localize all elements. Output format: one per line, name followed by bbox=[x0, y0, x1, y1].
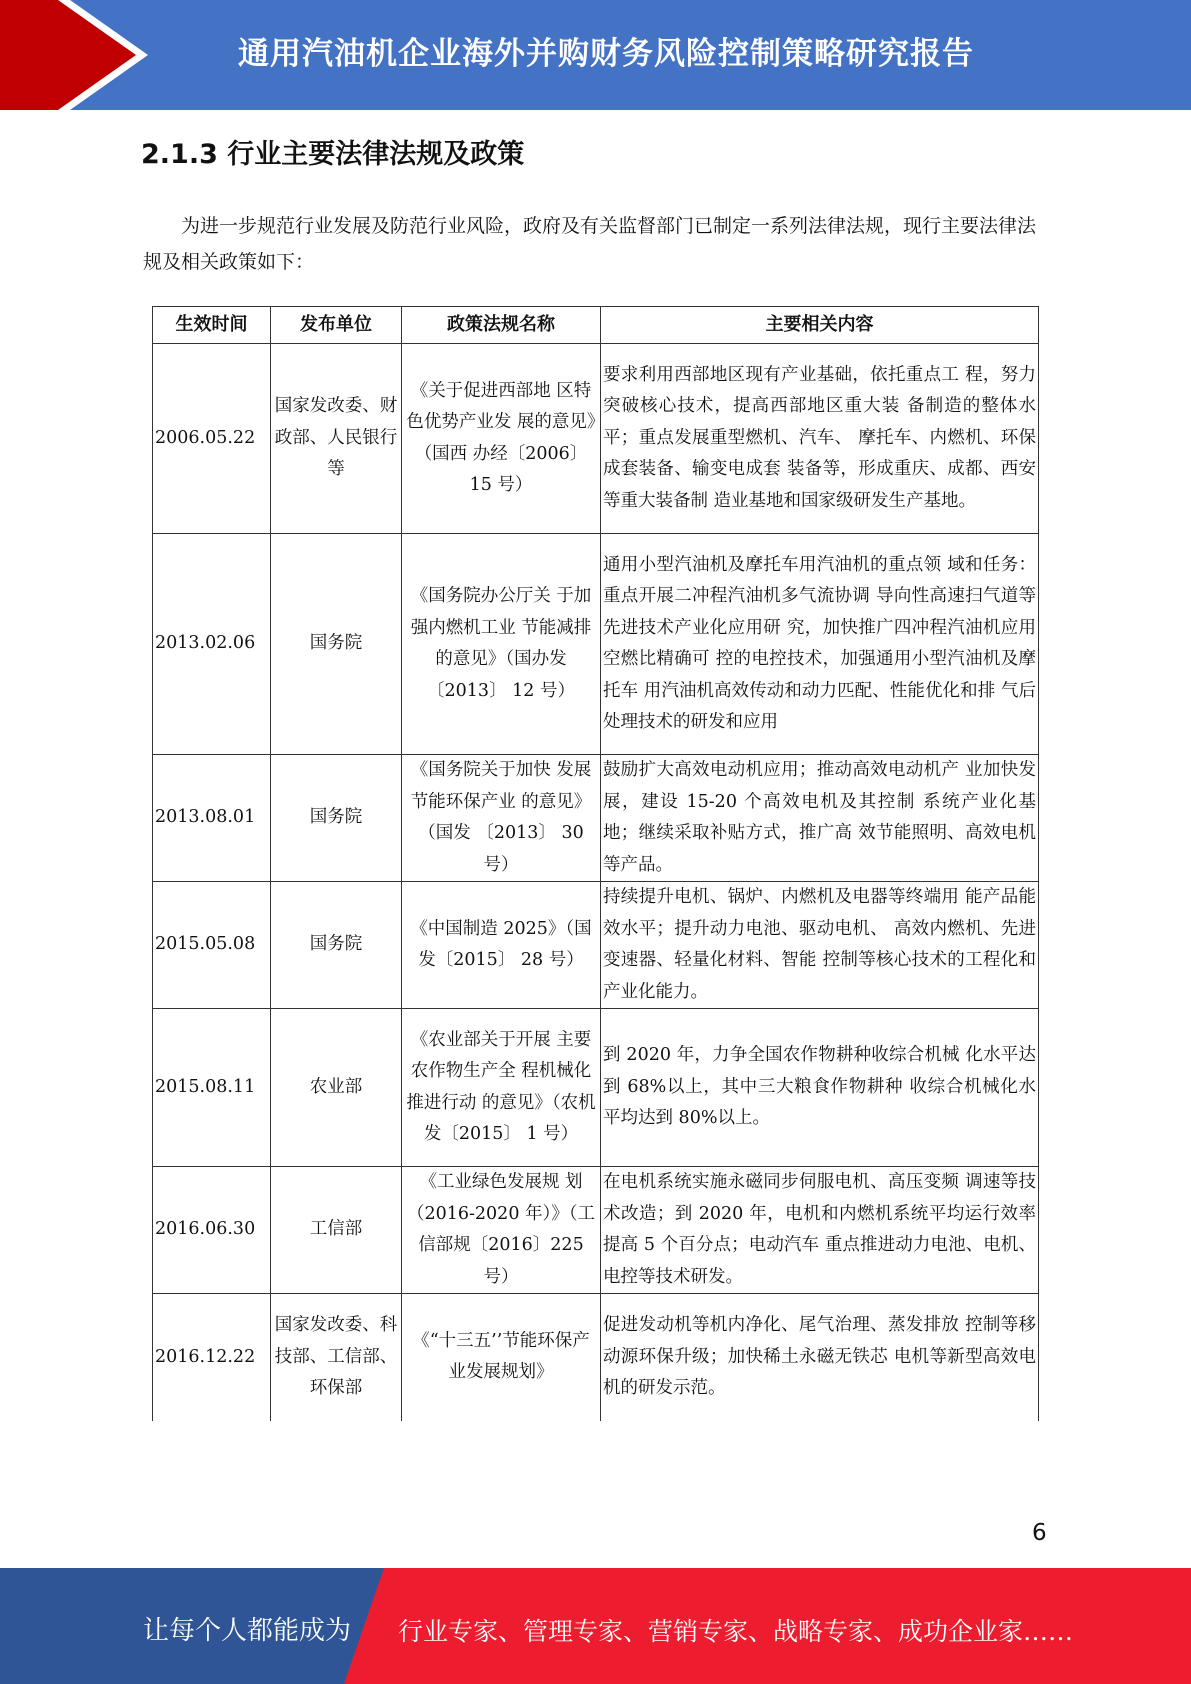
cell-policy-name: 《“十三五’’节能环保产业发展规划》 bbox=[402, 1294, 601, 1421]
cell-policy-name: 《农业部关于开展 主要农作物生产全 程机械化推进行动 的意见》（农机发〔2015〕 1 号） bbox=[402, 1009, 601, 1167]
cell-policy-name: 《国务院办公厅关 于加强内燃机工业 节能减排的意见》（国办发〔2013〕 12 号） bbox=[402, 534, 601, 755]
cell-policy-name: 《中国制造 2025》（国发〔2015〕 28 号） bbox=[402, 882, 601, 1009]
cell-content: 到 2020 年，力争全国农作物耕种收综合机械 化水平达到 68%以上，其中三大粮食作物耕种 收综合机械化水平均达到 80%以上。 bbox=[601, 1009, 1039, 1167]
section-heading: 2.1.3 行业主要法律法规及政策 bbox=[141, 139, 525, 170]
page-footer bbox=[0, 1568, 1191, 1684]
cell-date: 2016.06.30 bbox=[153, 1167, 271, 1294]
header-policy-name: 政策法规名称 bbox=[402, 307, 601, 344]
cell-date: 2013.02.06 bbox=[153, 534, 271, 755]
report-title: 通用汽油机企业海外并购财务风险控制策略研究报告 bbox=[238, 36, 974, 72]
footer-slogan-left: 让每个人都能成为 bbox=[143, 1616, 352, 1646]
cell-issuer: 国家发改委、科技部、工信部、环保部 bbox=[271, 1294, 402, 1421]
cell-issuer: 工信部 bbox=[271, 1167, 402, 1294]
cell-policy-name: 《工业绿色发展规 划（2016-2020 年）》（工信部规〔2016〕225 号） bbox=[402, 1167, 601, 1294]
cell-content: 通用小型汽油机及摩托车用汽油机的重点领 域和任务：重点开展二冲程汽油机多气流协调 导向性高速扫气道等先进技术产业化应用研 究，加快推广四冲程汽油机应用空燃比精确可 控的电控技术，加强通用小型汽油机及摩托车 用汽油机高效传动和动力匹配、性能优化和排 气后处理技术的研发和应用 bbox=[601, 534, 1039, 755]
cell-date: 2015.08.11 bbox=[153, 1009, 271, 1167]
cell-content: 持续提升电机、锅炉、内燃机及电器等终端用 能产品能效水平；提升动力电池、驱动电机、 高效内燃机、先进变速器、轻量化材料、智能 控制等核心技术的工程化和产业化能力。 bbox=[601, 882, 1039, 1009]
cell-policy-name: 《国务院关于加快 发展节能环保产业 的意见》（国发 〔2013〕 30 号） bbox=[402, 755, 601, 882]
table-header-row bbox=[153, 307, 1039, 344]
header-date: 生效时间 bbox=[153, 307, 271, 344]
cell-date: 2016.12.22 bbox=[153, 1294, 271, 1421]
cell-date: 2006.05.22 bbox=[153, 344, 271, 534]
footer-slogan-right: 行业专家、管理专家、营销专家、战略专家、成功企业家…… bbox=[398, 1617, 1074, 1646]
cell-date: 2013.08.01 bbox=[153, 755, 271, 882]
policy-table bbox=[152, 306, 1039, 1421]
cell-issuer: 国家发改委、财政部、人民银行等 bbox=[271, 344, 402, 534]
cell-issuer: 国务院 bbox=[271, 755, 402, 882]
header-content: 主要相关内容 bbox=[601, 307, 1039, 344]
cell-content: 要求利用西部地区现有产业基础，依托重点工 程，努力突破核心技术，提高西部地区重大装 备制造的整体水平；重点发展重型燃机、汽车、 摩托车、内燃机、环保成套装备、输变电成套 装备等，形成重庆、成都、西安等重大装备制 造业基地和国家级研发生产基地。 bbox=[601, 344, 1039, 534]
cell-content: 在电机系统实施永磁同步伺服电机、高压变频 调速等技术改造；到 2020 年，电机和内燃机系统平均运行效率提高 5 个百分点；电动汽车 重点推进动力电池、电机、电控等技术研发。 bbox=[601, 1167, 1039, 1294]
cell-content: 促进发动机等机内净化、尾气治理、蒸发排放 控制等移动源环保升级；加快稀土永磁无铁芯 电机等新型高效电机的研发示范。 bbox=[601, 1294, 1039, 1421]
cell-issuer: 国务院 bbox=[271, 534, 402, 755]
page-number: 6 bbox=[1032, 1520, 1047, 1546]
table-row bbox=[153, 344, 1039, 534]
table-row bbox=[153, 534, 1039, 755]
table-row bbox=[153, 1294, 1039, 1421]
table-row bbox=[153, 1167, 1039, 1294]
table-row bbox=[153, 755, 1039, 882]
cell-issuer: 国务院 bbox=[271, 882, 402, 1009]
table-row bbox=[153, 882, 1039, 1009]
cell-policy-name: 《关于促进西部地 区特色优势产业发 展的意见》（国西 办经〔2006〕 15 号） bbox=[402, 344, 601, 534]
cell-date: 2015.05.08 bbox=[153, 882, 271, 1009]
page-header bbox=[0, 0, 1191, 110]
intro-paragraph: 为进一步规范行业发展及防范行业风险，政府及有关监督部门已制定一系列法律法规，现行主要法律法规及相关政策如下： bbox=[143, 215, 1037, 273]
cell-issuer: 农业部 bbox=[271, 1009, 402, 1167]
cell-content: 鼓励扩大高效电动机应用；推动高效电动机产 业加快发展，建设 15-20 个高效电机及其控制 系统产业化基地；继续采取补贴方式，推广高 效节能照明、高效电机等产品。 bbox=[601, 755, 1039, 882]
table-row bbox=[153, 1009, 1039, 1167]
header-issuer: 发布单位 bbox=[271, 307, 402, 344]
